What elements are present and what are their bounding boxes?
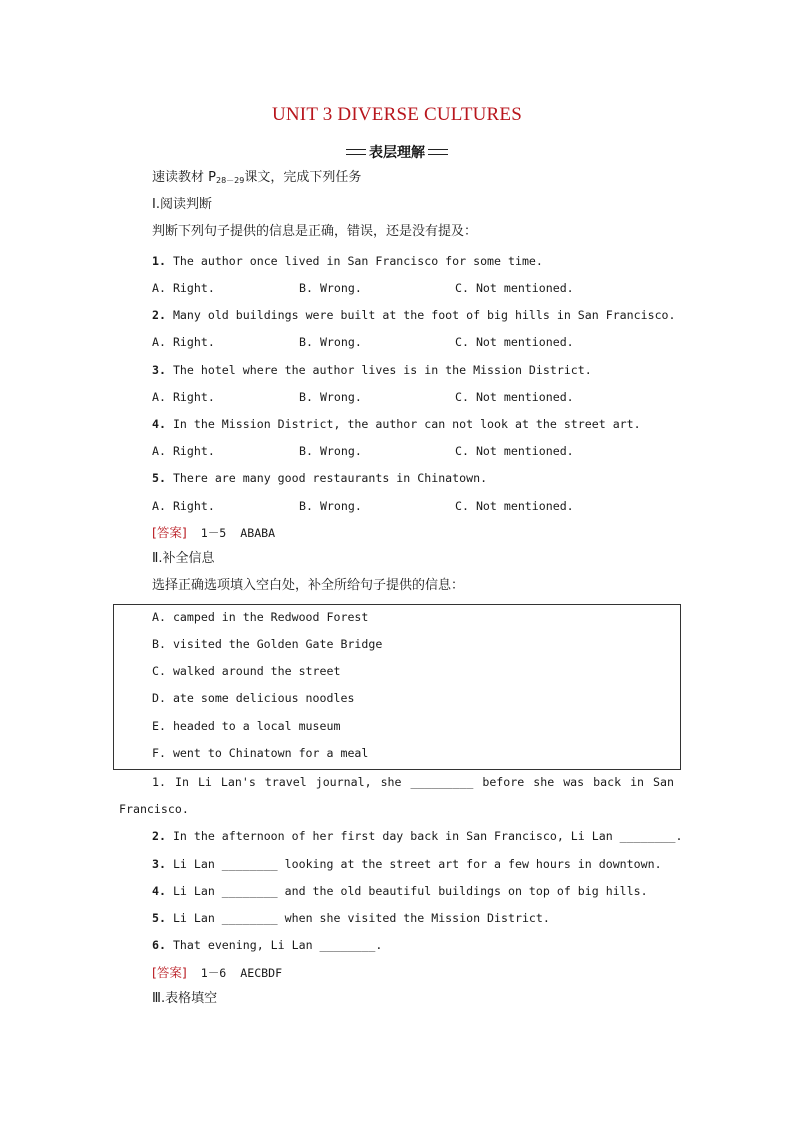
q3-option-a: A. Right.	[152, 390, 215, 404]
q1-option-c: C. Not mentioned.	[455, 281, 574, 295]
intro-text-before: 速读教材 P	[152, 170, 216, 185]
q5-option-b: B. Wrong.	[299, 499, 362, 513]
unit-title: UNIT 3 DIVERSE CULTURES	[271, 104, 523, 125]
intro-line	[152, 170, 361, 189]
q4-option-b: B. Wrong.	[299, 444, 362, 458]
q4-option-c: C. Not mentioned.	[455, 444, 574, 458]
question-text: The hotel where the author lives is in the Mission District.	[165, 363, 592, 377]
q2-option-a: A. Right.	[152, 335, 215, 349]
q4-option-a: A. Right.	[152, 444, 215, 458]
choice-a: A. camped in the Redwood Forest	[152, 610, 369, 624]
section-banner	[0, 140, 794, 160]
item-text: In the afternoon of her first day back in San Francisco, Li Lan ________.	[165, 829, 683, 843]
item-text: That evening, Li Lan ________.	[165, 938, 383, 952]
question-text: Many old buildings were built at the foot of big hills in San Francisco.	[165, 308, 676, 322]
fill-item-4	[152, 883, 648, 899]
question-5	[152, 470, 487, 486]
q2-option-c: C. Not mentioned.	[455, 335, 574, 349]
question-number: 4.	[152, 417, 166, 431]
item-number: 2.	[152, 829, 166, 843]
intro-text-after: 课文，完成下列任务	[244, 170, 362, 185]
fill-item-3	[152, 856, 662, 872]
question-number: 5.	[152, 471, 166, 485]
q3-option-b: B. Wrong.	[299, 390, 362, 404]
banner-label: 表层理解	[369, 145, 425, 161]
section1-heading: Ⅰ.阅读判断	[152, 197, 212, 212]
fill-item-2	[152, 828, 683, 844]
question-2	[152, 307, 676, 323]
answer-tag: [答案]	[152, 525, 187, 540]
question-number: 2.	[152, 308, 166, 322]
q3-option-c: C. Not mentioned.	[455, 390, 574, 404]
question-1	[152, 253, 543, 269]
item-text: Li Lan ________ looking at the street art for a few hours in downtown.	[165, 857, 662, 871]
question-number: 1.	[152, 254, 166, 268]
answer-text: 1－5 ABABA	[186, 526, 276, 540]
intro-page-subscript: 28－29	[215, 176, 245, 185]
section2-heading: Ⅱ.补全信息	[152, 551, 215, 566]
item-number: 6.	[152, 938, 166, 952]
question-text: There are many good restaurants in Chinatown.	[165, 471, 488, 485]
banner-left-rule	[346, 149, 366, 155]
question-text: The author once lived in San Francisco for some time.	[165, 254, 543, 268]
section1-answer	[152, 525, 275, 541]
choice-b: B. visited the Golden Gate Bridge	[152, 637, 383, 651]
choice-f: F. went to Chinatown for a meal	[152, 746, 369, 760]
fill-item-6	[152, 937, 382, 953]
q5-option-c: C. Not mentioned.	[455, 499, 574, 513]
section3-heading: Ⅲ.表格填空	[152, 991, 218, 1006]
fill-item-1-line1: 1. In Li Lan's travel journal, she _________ before she was back in San	[152, 775, 674, 789]
section2-answer	[152, 965, 282, 981]
item-number: 3.	[152, 857, 166, 871]
fill-item-5	[152, 910, 550, 926]
answer-tag: [答案]	[152, 965, 187, 980]
question-number: 3.	[152, 363, 166, 377]
banner-right-rule	[428, 149, 448, 155]
item-text: Li Lan ________ and the old beautiful buildings on top of big hills.	[165, 884, 648, 898]
q1-option-b: B. Wrong.	[299, 281, 362, 295]
choice-e: E. headed to a local museum	[152, 719, 341, 733]
item-number: 4.	[152, 884, 166, 898]
q5-option-a: A. Right.	[152, 499, 215, 513]
choice-d: D. ate some delicious noodles	[152, 691, 355, 705]
q2-option-b: B. Wrong.	[299, 335, 362, 349]
item-text: Li Lan ________ when she visited the Mission District.	[165, 911, 550, 925]
section1-instruction: 判断下列句子提供的信息是正确，错误，还是没有提及：	[152, 224, 478, 239]
question-4	[152, 416, 641, 432]
question-text: In the Mission District, the author can not look at the street art.	[165, 417, 641, 431]
question-3	[152, 362, 592, 378]
choice-c: C. walked around the street	[152, 664, 341, 678]
q1-option-a: A. Right.	[152, 281, 215, 295]
item-number: 5.	[152, 911, 166, 925]
fill-item-1-line2: Francisco.	[119, 802, 189, 816]
answer-text: 1－6 AECBDF	[186, 966, 283, 980]
section2-instruction: 选择正确选项填入空白处，补全所给句子提供的信息：	[152, 578, 465, 593]
